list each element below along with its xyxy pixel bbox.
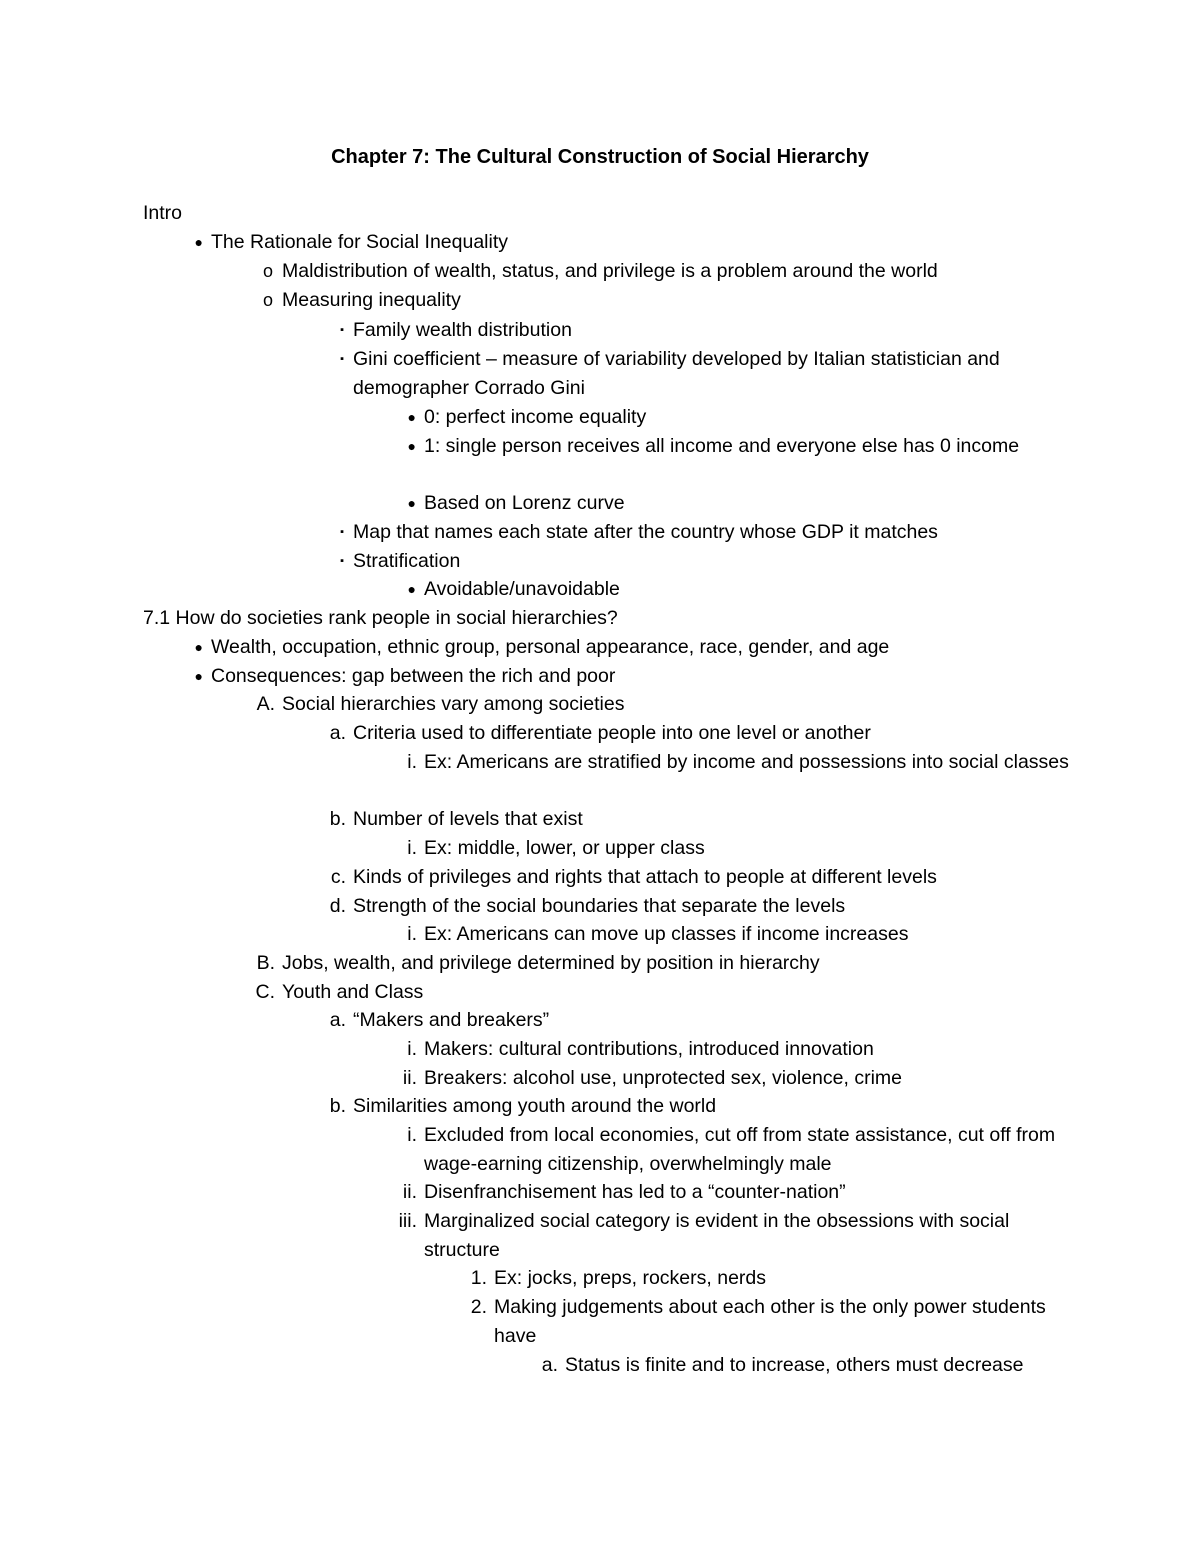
line-text: 1: single person receives all income and everyone else has 0 income xyxy=(424,435,1020,457)
letter-marker: b. xyxy=(329,1095,346,1117)
outline-line xyxy=(470,1264,1070,1293)
outline-line xyxy=(329,1006,1070,1035)
roman-marker: iii. xyxy=(398,1210,417,1232)
line-text: Based on Lorenz curve xyxy=(424,492,625,514)
line-text: Youth and Class xyxy=(282,981,424,1003)
outline-line xyxy=(329,719,1070,748)
line-text: Excluded from local economies, cut off from state assistance, cut off from wage-earning citizenship, overwhelmingly male xyxy=(424,1124,1056,1175)
outline-line xyxy=(407,403,1070,432)
line-text: Makers: cultural contributions, introduced innovation xyxy=(424,1038,874,1060)
outline-line xyxy=(407,920,1070,949)
outline-line xyxy=(262,286,1070,315)
line-text: “Makers and breakers” xyxy=(353,1009,550,1031)
outline-line xyxy=(143,604,1070,633)
line-text: The Rationale for Social Inequality xyxy=(211,231,509,253)
page-title: Chapter 7: The Cultural Construction of Social Hierarchy xyxy=(331,146,869,168)
outline-line xyxy=(407,489,1070,518)
outline-line xyxy=(407,1035,1070,1064)
line-text: Jobs, wealth, and privilege determined by position in hierarchy xyxy=(282,952,820,974)
outline-line xyxy=(340,518,1070,547)
line-text: Marginalized social category is evident in the obsessions with social structure xyxy=(424,1210,1010,1261)
outline-line xyxy=(340,345,1070,403)
bullet-marker: ● xyxy=(407,438,416,454)
bullet-marker: ● xyxy=(194,668,203,684)
roman-marker: i. xyxy=(407,751,417,773)
bullet-marker: ● xyxy=(407,409,416,425)
line-text: Ex: jocks, preps, rockers, nerds xyxy=(494,1267,767,1289)
line-text: Similarities among youth around the world xyxy=(353,1095,717,1117)
outline-line xyxy=(340,316,1070,345)
outline-line xyxy=(330,863,1070,892)
line-text: Stratification xyxy=(353,550,461,572)
letter-marker: A. xyxy=(256,693,275,715)
outline-line xyxy=(407,432,1070,461)
number-marker: 1. xyxy=(470,1267,487,1289)
circle-marker: o xyxy=(262,290,273,310)
line-text: Intro xyxy=(143,202,183,224)
line-text: Ex: Americans are stratified by income and possessions into social classes xyxy=(424,751,1069,773)
outline-line xyxy=(402,1064,1070,1093)
letter-marker: d. xyxy=(329,895,346,917)
line-text: Strength of the social boundaries that separate the levels xyxy=(353,895,846,917)
outline-line xyxy=(262,257,1070,286)
line-text: Breakers: alcohol use, unprotected sex, violence, crime xyxy=(424,1067,902,1089)
letter-marker: a. xyxy=(329,722,346,744)
line-text: Social hierarchies vary among societies xyxy=(282,693,625,715)
outline-line xyxy=(143,199,1070,228)
square-marker: ▪ xyxy=(340,526,344,538)
line-text: Disenfranchisement has led to a “counter-nation” xyxy=(424,1181,846,1203)
square-marker: ▪ xyxy=(340,555,344,567)
bullet-marker: ● xyxy=(407,495,416,511)
outline-line xyxy=(340,547,1070,576)
outline-line xyxy=(256,690,1070,719)
outline-line xyxy=(402,1178,1070,1207)
roman-marker: i. xyxy=(407,1038,417,1060)
outline-line xyxy=(541,1351,1070,1380)
line-text: Gini coefficient – measure of variability developed by Italian statistician and demographer Corrado Gini xyxy=(353,348,1000,399)
outline-line xyxy=(470,1293,1070,1351)
letter-marker: c. xyxy=(330,866,346,888)
roman-marker: i. xyxy=(407,1124,417,1146)
letter-marker: a. xyxy=(541,1354,558,1376)
outline-line xyxy=(407,575,1070,604)
bullet-marker: ● xyxy=(194,234,203,250)
letter-marker: b. xyxy=(329,808,346,830)
circle-marker: o xyxy=(262,261,273,281)
line-text: Making judgements about each other is the only power students have xyxy=(494,1296,1046,1347)
outline-line xyxy=(255,978,1070,1007)
roman-marker: i. xyxy=(407,923,417,945)
outline-line xyxy=(329,805,1070,834)
letter-marker: a. xyxy=(329,1009,346,1031)
line-text: 7.1 How do societies rank people in social hierarchies? xyxy=(143,607,618,629)
line-text: Measuring inequality xyxy=(282,289,461,311)
line-text: Wealth, occupation, ethnic group, personal appearance, race, gender, and age xyxy=(211,636,890,658)
outline-line xyxy=(194,662,1070,691)
line-text: Number of levels that exist xyxy=(353,808,583,830)
outline-line xyxy=(329,892,1070,921)
number-marker: 2. xyxy=(470,1296,487,1318)
line-text: Maldistribution of wealth, status, and privilege is a problem around the world xyxy=(282,260,938,282)
outline-line xyxy=(256,949,1070,978)
letter-marker: B. xyxy=(256,952,275,974)
line-text: Consequences: gap between the rich and poor xyxy=(211,665,616,687)
line-text: Avoidable/unavoidable xyxy=(424,578,620,600)
square-marker: ▪ xyxy=(340,353,344,365)
outline-line xyxy=(407,1121,1070,1179)
bullet-marker: ● xyxy=(194,639,203,655)
outline-line xyxy=(407,748,1070,777)
line-text: 0: perfect income equality xyxy=(424,406,647,428)
square-marker: ▪ xyxy=(340,324,344,336)
bullet-marker: ● xyxy=(407,581,416,597)
line-text: Ex: Americans can move up classes if income increases xyxy=(424,923,909,945)
outline-line xyxy=(194,633,1070,662)
line-text: Kinds of privileges and rights that attach to people at different levels xyxy=(353,866,937,888)
outline-line xyxy=(398,1207,1070,1265)
outline-line xyxy=(194,228,1070,257)
letter-marker: C. xyxy=(255,981,275,1003)
line-text: Map that names each state after the country whose GDP it matches xyxy=(353,521,938,543)
roman-marker: ii. xyxy=(402,1181,417,1203)
outline-line xyxy=(329,1092,1070,1121)
outline-line xyxy=(407,834,1070,863)
line-text: Family wealth distribution xyxy=(353,319,572,341)
line-text: Criteria used to differentiate people into one level or another xyxy=(353,722,871,744)
line-text: Ex: middle, lower, or upper class xyxy=(424,837,705,859)
roman-marker: ii. xyxy=(402,1067,417,1089)
line-text: Status is finite and to increase, others must decrease xyxy=(565,1354,1024,1376)
roman-marker: i. xyxy=(407,837,417,859)
